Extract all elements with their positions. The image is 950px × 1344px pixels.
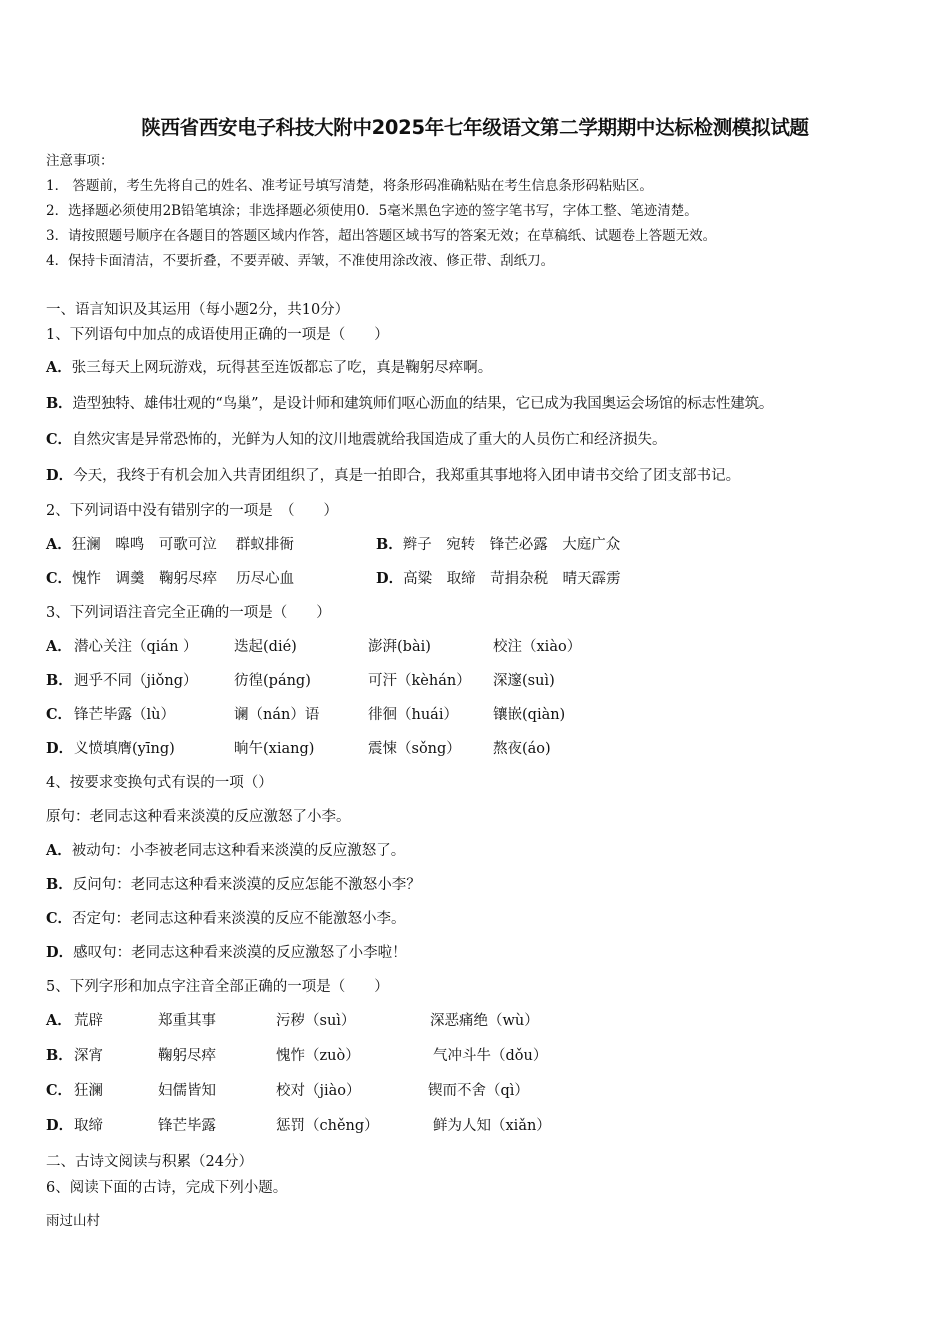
option-text: 被动句：小李被老同志这种看来淡漠的反应激怒了。 — [71, 843, 406, 859]
option-cell: 迥乎不同（jiǒng） — [74, 673, 198, 689]
question-1-option-d — [46, 466, 740, 486]
option-text: 自然灾害是异常恐怖的，光鲜为人知的汶川地震就给我国造成了重大的人员伤亡和经济损失。 — [72, 432, 667, 448]
option-letter: B． — [46, 1047, 73, 1064]
option-text: 否定句：老同志这种看来淡漠的反应不能激怒小李。 — [72, 911, 406, 927]
option-text: 高粱 取缔 苛捐杂税 晴天霹雳 — [403, 571, 621, 587]
question-5-stem: 5、下列字形和加点字注音全部正确的一项是（ ） — [46, 979, 389, 995]
page-title: 陕西省西安电子科技大附中2025年七年级语文第二学期期中达标检测模拟试题 — [141, 116, 809, 139]
option-text: 张三每天上网玩游戏，玩得甚至连饭都忘了吃，真是鞠躬尽瘁啊。 — [71, 360, 493, 376]
question-1-option-c — [46, 430, 667, 450]
option-letter: A． — [46, 536, 72, 553]
option-text: 感叹句：老同志这种看来淡漠的反应激怒了小李啦！ — [73, 945, 407, 961]
option-letter: B． — [46, 395, 73, 412]
option-letter: C． — [46, 910, 73, 927]
option-cell: 锲而不舍（qì） — [428, 1083, 529, 1099]
notice-heading: 注意事项： — [46, 153, 114, 169]
option-letter: D． — [46, 740, 74, 757]
option-cell: 徘徊（huái） — [368, 707, 458, 723]
option-cell: 鞠躬尽瘁 — [158, 1048, 216, 1064]
option-cell: 愧怍（zuò） — [276, 1048, 360, 1064]
option-cell: 校注（xiào） — [493, 639, 582, 655]
section-heading: 一、语言知识及其运用（每小题2分，共10分） — [46, 302, 350, 318]
question-6-stem: 6、阅读下面的古诗，完成下列小题。 — [46, 1180, 288, 1196]
option-text: 今天，我终于有机会加入共青团组织了，真是一拍即合，我郑重其事地将入团申请书交给了团支部书记。 — [73, 468, 741, 484]
option-text: 愧怍 调羹 鞠躬尽瘁 历尽心血 — [72, 571, 295, 587]
option-cell: 郑重其事 — [158, 1013, 216, 1029]
option-letter: A． — [46, 1012, 72, 1029]
option-letter: C． — [46, 431, 73, 448]
option-cell: 镶嵌(qiàn) — [493, 707, 566, 723]
option-cell: 狂澜 — [74, 1083, 103, 1099]
option-cell: 晌午(xiang) — [234, 741, 315, 757]
option-cell: 可汗（kèhán） — [368, 673, 471, 689]
option-letter: D． — [46, 944, 74, 961]
option-letter: B． — [46, 876, 73, 893]
question-2-option-a — [46, 535, 294, 555]
option-cell: 彷徨(páng) — [234, 673, 311, 689]
question-3-stem: 3、下列词语注音完全正确的一项是（ ） — [46, 605, 331, 621]
option-cell: 义愤填膺(yīng) — [74, 741, 175, 757]
notice-item: 4．保持卡面清洁，不要折叠，不要弄破、弄皱，不准使用涂改液、修正带、刮纸刀。 — [46, 253, 555, 269]
option-cell: 惩罚（chěng） — [276, 1118, 379, 1134]
question-4-option-d — [46, 943, 407, 963]
option-cell: 校对（jiào） — [276, 1083, 361, 1099]
option-cell: 深宵 — [74, 1048, 103, 1064]
option-letter: D． — [376, 570, 404, 587]
question-4-option-b — [46, 875, 421, 895]
option-cell: 迭起(dié) — [234, 639, 297, 655]
poem-title: 雨过山村 — [46, 1213, 100, 1229]
option-letter: C． — [46, 706, 73, 723]
option-cell: 取缔 — [74, 1118, 103, 1134]
option-letter: D． — [46, 1117, 74, 1134]
question-2-option-d — [376, 569, 621, 589]
option-letter: A． — [46, 638, 72, 655]
option-cell: 深恶痛绝（wù） — [430, 1013, 539, 1029]
question-4-stem: 4、按要求变换句式有误的一项（） — [46, 775, 273, 791]
option-text: 辫子 宛转 锋芒必露 大庭广众 — [402, 537, 621, 553]
notice-item: 1． 答题前，考生先将自己的姓名、准考证号填写清楚，将条形码准确粘贴在考生信息条形码粘贴区。 — [46, 178, 653, 194]
question-1-option-a — [46, 358, 492, 378]
option-text: 造型独特、雄伟壮观的“鸟巢”，是设计师和建筑师们呕心沥血的结果，它已成为我国奥运会场馆的标志性建筑。 — [72, 396, 774, 412]
option-cell: 深邃(suì) — [493, 673, 555, 689]
question-2-stem: 2、下列词语中没有错别字的一项是 （ ） — [46, 503, 338, 519]
option-letter: A． — [46, 359, 72, 376]
question-2-option-b — [376, 535, 620, 555]
question-4-option-c — [46, 909, 406, 929]
option-cell: 潜心关注（qián ） — [74, 639, 198, 655]
question-2-option-c — [46, 569, 294, 589]
question-4-option-a — [46, 841, 405, 861]
option-cell: 震悚（sǒng） — [368, 741, 461, 757]
option-letter: B． — [376, 536, 403, 553]
option-cell: 污秽（suì） — [276, 1013, 356, 1029]
option-letter: D． — [46, 467, 74, 484]
question-1-stem: 1、下列语句中加点的成语使用正确的一项是（ ） — [46, 327, 389, 343]
option-cell: 熬夜(áo) — [493, 741, 551, 757]
option-text: 狂澜 嗥鸣 可歌可泣 群蚁排衙 — [71, 537, 294, 553]
option-cell: 澎湃(bài) — [368, 639, 431, 655]
option-cell: 谰（nán）语 — [234, 707, 320, 723]
question-4-original: 原句：老同志这种看来淡漠的反应激怒了小李。 — [46, 809, 351, 825]
option-letter: C． — [46, 1082, 73, 1099]
option-cell: 锋芒毕露 — [158, 1118, 216, 1134]
section-heading: 二、古诗文阅读与积累（24分） — [46, 1154, 253, 1170]
option-letter: B． — [46, 672, 73, 689]
notice-item: 3．请按照题号顺序在各题目的答题区域内作答，超出答题区域书写的答案无效；在草稿纸、试题卷上答题无效。 — [46, 228, 717, 244]
option-cell: 鲜为人知（xiǎn） — [433, 1118, 551, 1134]
option-cell: 气冲斗牛（dǒu） — [433, 1048, 548, 1064]
option-cell: 妇儒皆知 — [158, 1083, 216, 1099]
option-letter: A． — [46, 842, 72, 859]
option-cell: 锋芒毕露（lù） — [74, 707, 175, 723]
notice-item: 2．选择题必须使用2B铅笔填涂；非选择题必须使用0．5毫米黑色字迹的签字笔书写，字体工整、笔迹清楚。 — [46, 203, 698, 219]
option-letter: C． — [46, 570, 73, 587]
option-text: 反问句：老同志这种看来淡漠的反应怎能不激怒小李？ — [72, 877, 421, 893]
question-1-option-b — [46, 394, 773, 414]
option-cell: 荒辟 — [74, 1013, 103, 1029]
